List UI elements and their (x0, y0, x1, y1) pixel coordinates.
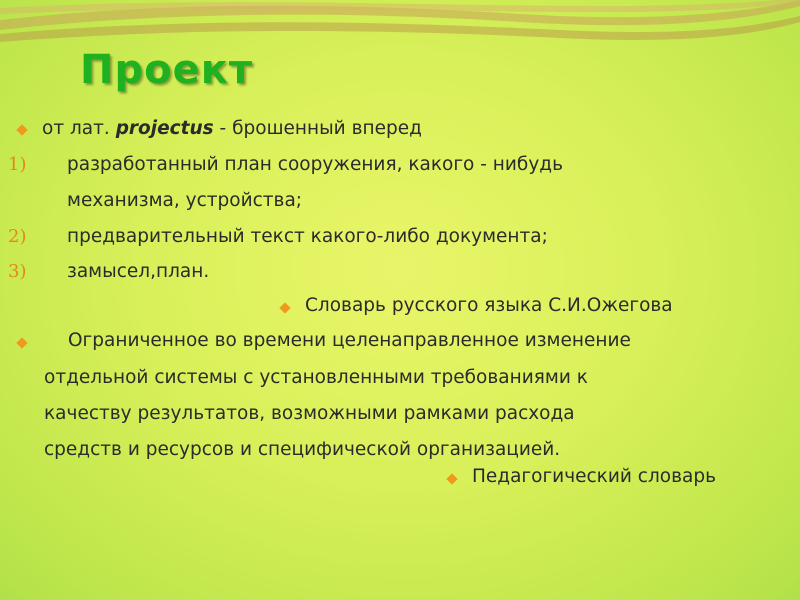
definition2-line: отдельной системы с установленными требованиями к (44, 367, 588, 388)
list-number: 3) (8, 261, 27, 282)
definition-suffix: - брошенный вперед (213, 118, 422, 139)
list-item-text: замысел,план. (67, 261, 210, 282)
diamond-bullet-icon (16, 124, 27, 135)
list-item-text: механизма, устройства; (67, 190, 303, 211)
definition2-line: качеству результатов, возможными рамками расхода (44, 403, 575, 424)
definition2-line: средств и ресурсов и специфической организацией. (44, 439, 561, 460)
source-pedagogical: Педагогический словарь (472, 466, 716, 487)
definition-prefix: от лат. (42, 118, 116, 139)
definition-line (42, 120, 422, 139)
list-number: 2) (8, 226, 27, 247)
diamond-bullet-icon (279, 302, 290, 313)
list-number: 1) (8, 154, 27, 175)
list-item-text: разработанный план сооружения, какого - нибудь (67, 154, 563, 175)
source-ozhegov: Словарь русского языка С.И.Ожегова (305, 295, 673, 316)
definition2-line: Ограниченное во времени целенаправленное изменение (68, 330, 631, 351)
slide-title: Проект (80, 47, 254, 93)
list-item-text: предварительный текст какого-либо документа; (67, 226, 548, 247)
diamond-bullet-icon (16, 337, 27, 348)
latin-term: projectus (115, 118, 214, 139)
diamond-bullet-icon (446, 473, 457, 484)
